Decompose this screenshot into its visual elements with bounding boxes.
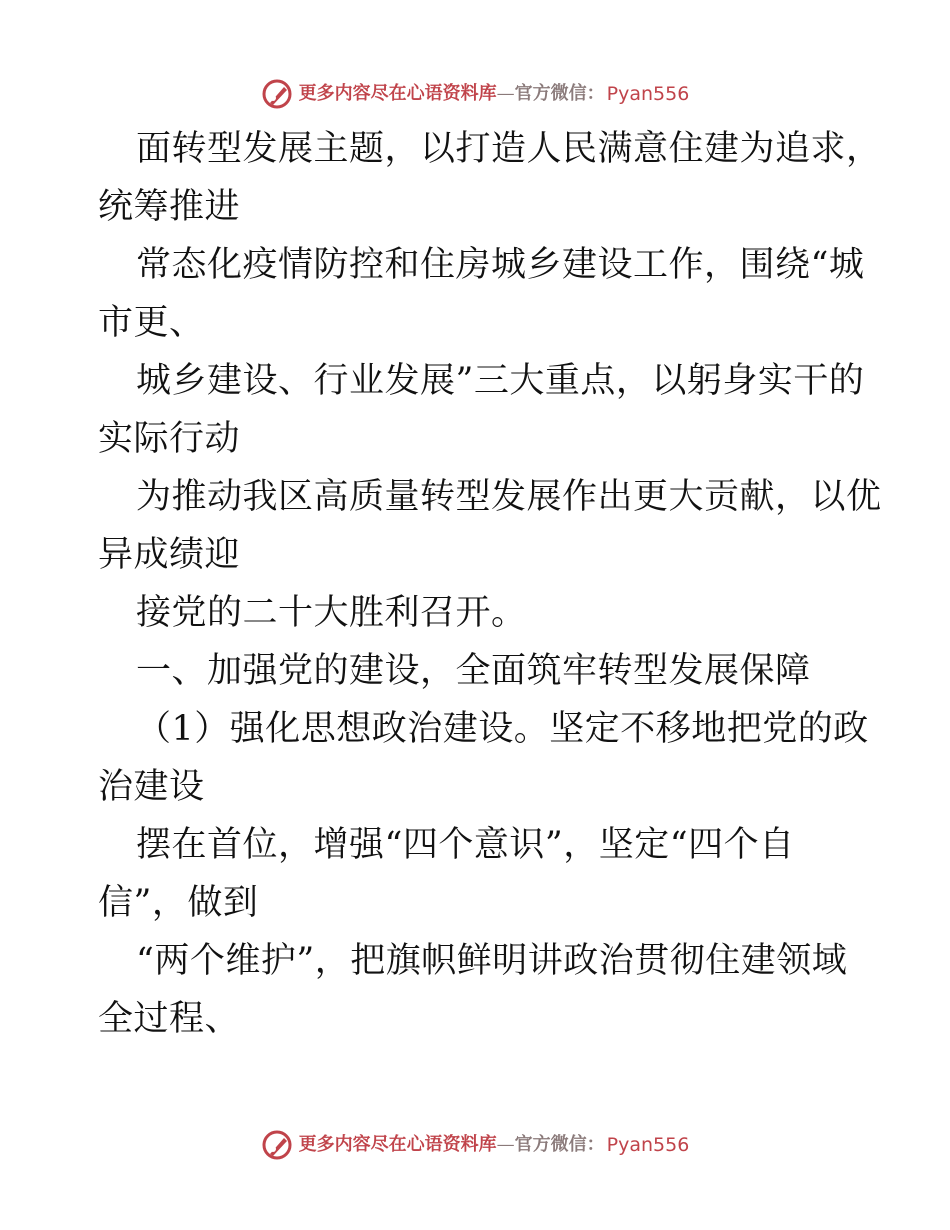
watermark-dash: — bbox=[496, 1134, 515, 1155]
text-line: 常态化疫情防控和住房城乡建设工作，围绕“城 bbox=[136, 245, 865, 285]
header-watermark bbox=[0, 78, 950, 110]
text-line: 接党的二十大胜利召开。 bbox=[136, 593, 527, 633]
text-line: （1）强化思想政治建设。坚定不移地把党的政 bbox=[136, 709, 869, 749]
text-line: 统筹推进 bbox=[98, 187, 241, 227]
pen-logo-icon bbox=[261, 78, 293, 110]
text-line: 异成绩迎 bbox=[98, 535, 241, 575]
text-line: 实际行动 bbox=[98, 419, 241, 459]
text-line: 摆在首位，增强“四个意识”，坚定“四个自 bbox=[136, 825, 795, 865]
watermark-main-text: 更多内容尽在心语资料库 bbox=[298, 1134, 497, 1155]
footer-watermark bbox=[0, 1129, 950, 1161]
watermark-label: 官方微信： bbox=[514, 83, 605, 104]
text-line: 信”，做到 bbox=[98, 883, 259, 923]
watermark-id: Pyan556 bbox=[606, 83, 690, 105]
text-line: 全过程、 bbox=[98, 999, 241, 1039]
watermark-label: 官方微信： bbox=[514, 1134, 605, 1155]
text-line: 面转型发展主题，以打造人民满意住建为追求， bbox=[136, 129, 882, 169]
document-body bbox=[98, 120, 882, 1048]
text-line: 一、加强党的建设，全面筑牢转型发展保障 bbox=[136, 651, 811, 691]
text-line: “两个维护”，把旗帜鲜明讲政治贯彻住建领域 bbox=[136, 941, 848, 981]
watermark-main-text: 更多内容尽在心语资料库 bbox=[298, 83, 497, 104]
pen-logo-icon bbox=[261, 1129, 293, 1161]
text-line: 市更、 bbox=[98, 303, 205, 343]
watermark-id: Pyan556 bbox=[606, 1134, 690, 1156]
text-line: 治建设 bbox=[98, 767, 205, 807]
text-line: 城乡建设、行业发展”三大重点，以躬身实干的 bbox=[136, 361, 865, 401]
watermark-dash: — bbox=[496, 83, 515, 104]
text-line: 为推动我区高质量转型发展作出更大贡献，以优 bbox=[136, 477, 882, 517]
